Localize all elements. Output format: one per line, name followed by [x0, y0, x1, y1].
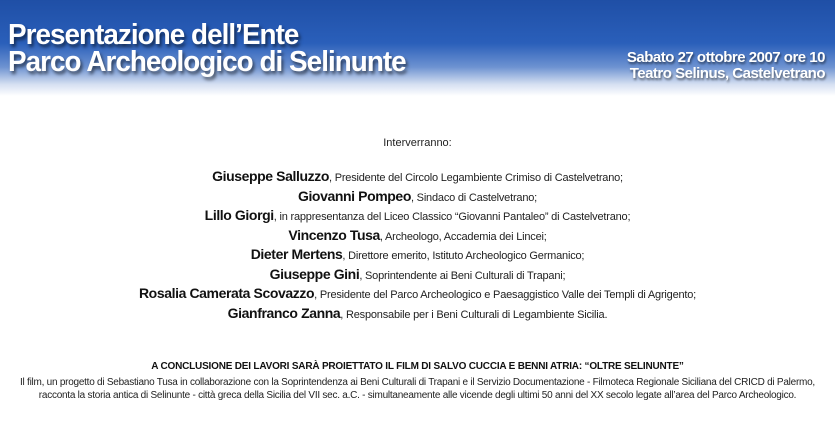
- event-venue: Teatro Selinus, Castelvetrano: [629, 65, 825, 82]
- intro-label: Interverranno:: [383, 137, 452, 149]
- speaker-item: [0, 284, 835, 304]
- speaker-name: Giuseppe Salluzzo: [212, 168, 329, 184]
- film-line-2: racconta la storia antica di Selinunte - città greca della Sicilia del VII sec. a.C. - simultaneamente alle vicende degli ultimi 50 anni del XX secolo legate all’area del Parco Archeologico.: [38, 390, 797, 401]
- speaker-name: Giuseppe Gini: [269, 265, 360, 282]
- speaker-item: [0, 304, 835, 324]
- speaker-name: Vincenzo Tusa: [288, 226, 380, 243]
- speaker-name: Dieter Mertens: [250, 246, 343, 262]
- speaker-role: , Soprintendente ai Beni Culturali di Trapani;: [359, 269, 566, 282]
- film-description: [0, 376, 835, 402]
- event-info: [627, 50, 825, 82]
- speaker-list: [0, 167, 835, 323]
- page-title: [8, 19, 406, 78]
- speaker-name: Gianfranco Zanna: [227, 304, 341, 321]
- speaker-role: , Responsabile per i Beni Culturali di Legambiente Sicilia.: [340, 308, 608, 321]
- speaker-item: [0, 167, 835, 187]
- speaker-item: [0, 187, 835, 207]
- speaker-role: , Archeologo, Accademia dei Lincei;: [379, 230, 547, 243]
- speaker-role: , Direttore emerito, Istituto Archeologico Germanico;: [342, 250, 585, 262]
- header-banner: [0, 0, 835, 96]
- event-date: Sabato 27 ottobre 2007 ore 10: [626, 49, 825, 66]
- speaker-name: Giovanni Pompeo: [297, 187, 411, 204]
- title-line-2: Parco Archeologico di Selinunte: [8, 46, 406, 78]
- closing-announcement: A CONCLUSIONE DEI LAVORI SARÀ PROIETTATO IL FILM DI SALVO CUCCIA E BENNI ATRIA: “OLTRE SELINUNTE”: [151, 361, 684, 372]
- speaker-item: [0, 226, 835, 246]
- speaker-item: [0, 206, 835, 226]
- speaker-item: [0, 265, 835, 285]
- speaker-role: , Presidente del Parco Archeologico e Paesaggistico Valle dei Templi di Agrigento;: [314, 289, 697, 301]
- speaker-role: , Presidente del Circolo Legambiente Crimiso di Castelvetrano;: [328, 172, 623, 184]
- speaker-role: , in rappresentanza del Liceo Classico “Giovanni Pantaleo” di Castelvetrano;: [273, 211, 631, 223]
- speaker-role: , Sindaco di Castelvetrano;: [410, 191, 538, 204]
- speaker-item: [0, 245, 835, 265]
- title-line-1: Presentazione dell’Ente: [8, 19, 299, 51]
- speaker-name: Rosalia Camerata Scovazzo: [138, 285, 315, 301]
- film-line-1: Il film, un progetto di Sebastiano Tusa in collaborazione con la Soprintendenza ai Beni Culturali di Trapani e il Servizio Documentazione - Filmoteca Regionale Siciliana del CRICD di Palermo,: [20, 377, 815, 388]
- speaker-name: Lillo Giorgi: [204, 207, 274, 223]
